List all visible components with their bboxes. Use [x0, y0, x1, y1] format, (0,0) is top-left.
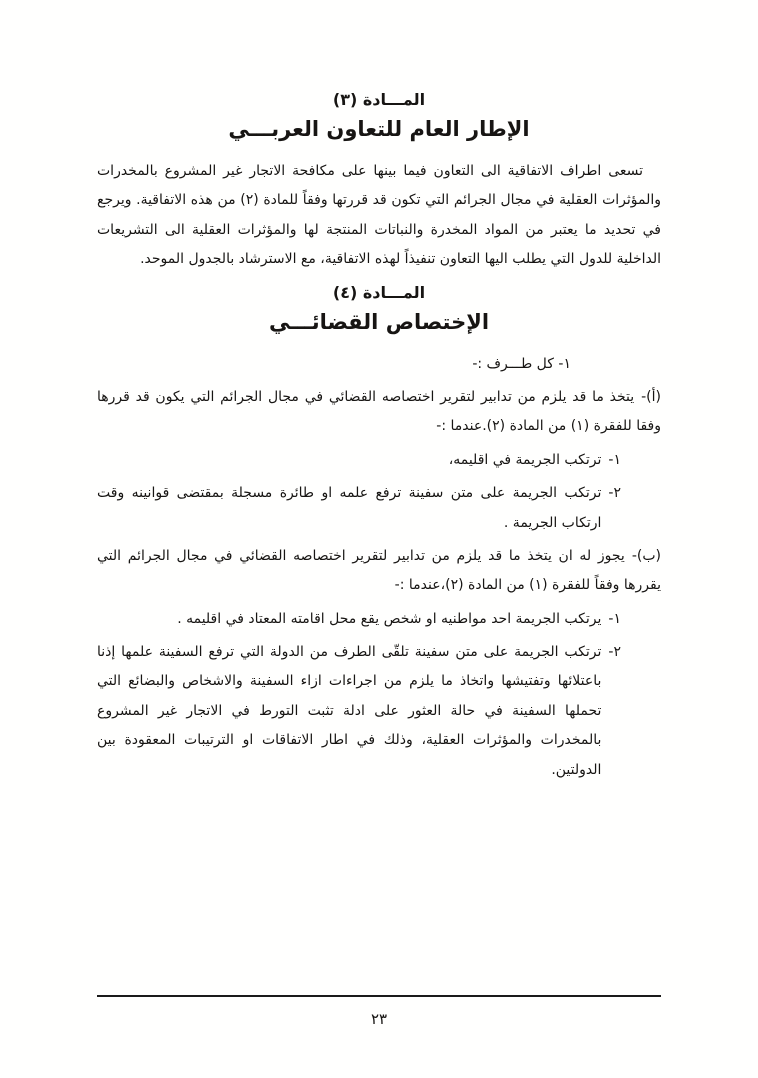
footer-rule — [97, 995, 661, 997]
article-4-heading: الإختصاص القضائـــي — [268, 309, 490, 334]
list-item-marker: ٢- — [608, 644, 621, 661]
article-3-body: تسعى اطراف الاتفاقية الى التعاون فيما بينها على مكافحة الاتجار غير المشروع بالمخدرات والمؤثرات العقلية في مجال الجرائم التي تكون قد قررتها وفقاً للمادة (٢) من هذه الاتفاقية. ويرجع في تحديد ما يعتبر من المواد المخدرة والنباتات المنتجة لها والمؤثرات العقلية الى التشريعات الداخلية للدول التي يطلب اليها التعاون تنفيذاً لهذه الاتفاقية، مع الاسترشاد بالجدول الموحد. — [97, 163, 662, 268]
clause-1-text: كل طـــرف :- — [472, 355, 554, 372]
list-item — [97, 605, 621, 634]
page-number: ٢٣ — [370, 1010, 388, 1028]
clause-b — [97, 542, 661, 601]
list-item-marker: ١- — [608, 451, 621, 468]
clause-a-text: يتخذ ما قد يلزم من تدابير لتقرير اختصاصه القضائي في مجال الجرائم التي يكون قد قررها وفقا للفقرة (١) من المادة (٢).عندما :- — [97, 388, 661, 435]
clause-b-subitems — [97, 605, 661, 785]
page-footer — [97, 995, 661, 1028]
clause-b-text: يجوز له ان يتخذ ما قد يلزم من تدابير لتقرير اختصاصه القضائي في مجال الجرائم التي يقررها وفقاً للفقرة (١) من المادة (٢)،عندما :- — [97, 547, 661, 594]
list-item-text: ترتكب الجريمة على متن سفينة تلقّى الطرف من الدولة التي ترفع السفينة علمها إذنا باعتلائها وتفتيشها واتخاذ ما يلزم من اجراءات ازاء السفينة والاشخاص والبضائع التي تحملها السفينة في حالة العثور على ادلة تثبت التورط في الاتجار غير المشروع بالمخدرات والمؤثرات العقلية، وذلك في اطار الاتفاقات او الترتيبات المعقودة بين الدولتين. — [97, 644, 602, 778]
list-item — [97, 479, 621, 538]
clause-1-marker: ١- — [558, 355, 571, 372]
clause-b-marker: (ب)- — [631, 547, 661, 564]
list-item-text: يرتكب الجريمة احد مواطنيه او شخص يقع محل اقامته المعتاد في اقليمه . — [177, 610, 602, 627]
article-3-heading: الإطار العام للتعاون العربـــي — [228, 117, 530, 141]
list-item-marker: ٢- — [608, 485, 621, 502]
article-3-title: المـــادة (٣) — [332, 90, 426, 109]
article-4-title: المـــادة (٤) — [332, 282, 426, 302]
list-item — [97, 446, 621, 475]
clause-a-subitems — [97, 446, 661, 538]
list-item-text: ترتكب الجريمة في اقليمه، — [448, 451, 602, 468]
clause-a — [97, 383, 661, 442]
page-content — [97, 90, 661, 789]
clause-1 — [97, 350, 661, 379]
list-item-text: ترتكب الجريمة على متن سفينة ترفع علمه او طائرة مسجلة بمقتضى قوانينه وقت ارتكاب الجريمة . — [97, 485, 602, 531]
clause-a-marker: (أ)- — [641, 388, 661, 405]
list-item-marker: ١- — [608, 610, 621, 627]
list-item — [97, 638, 621, 785]
